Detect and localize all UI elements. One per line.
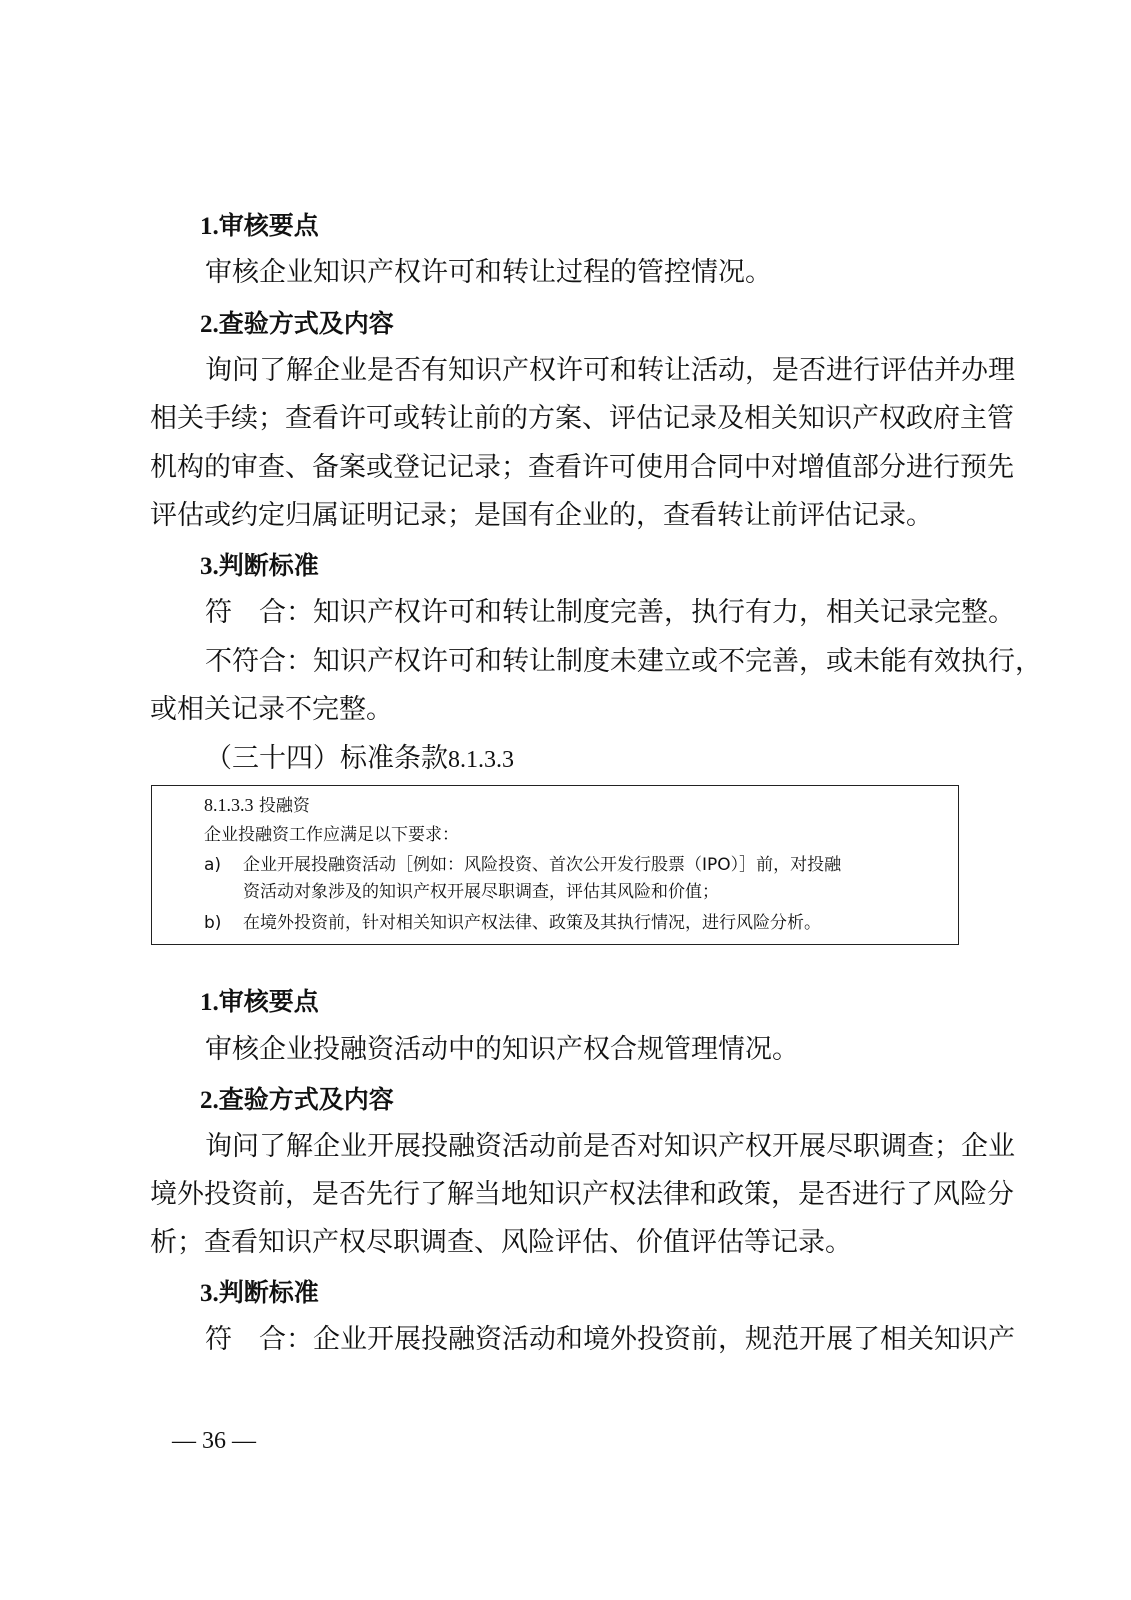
- article-heading: （三十四）标准条款8.1.3.3: [205, 743, 514, 774]
- clause-intro: 企业投融资工作应满足以下要求：: [204, 825, 459, 845]
- paragraph-line: 询问了解企业开展投融资活动前是否对知识产权开展尽职调查；企业: [205, 1131, 1015, 1162]
- standard-clause-box: [151, 785, 959, 945]
- clause-item-a-marker: a): [204, 855, 222, 875]
- clause-item-b-marker: b): [204, 913, 222, 933]
- criteria-nonconform: 不符合：知识产权许可和转让制度未建立或不完善，或未能有效执行，: [205, 646, 1042, 677]
- paragraph-line: 境外投资前，是否先行了解当地知识产权法律和政策，是否进行了风险分: [150, 1179, 1014, 1210]
- criteria-conform: 符 合：企业开展投融资活动和境外投资前，规范开展了相关知识产: [205, 1324, 1015, 1355]
- clause-item-a-line: 企业开展投融资活动［例如：风险投资、首次公开发行股票（IPO）］前，对投融: [243, 855, 842, 875]
- page-number: — 36 —: [172, 1428, 256, 1454]
- paragraph-line: 相关手续；查看许可或转让前的方案、评估记录及相关知识产权政府主管: [150, 403, 1014, 434]
- paragraph-line: 或相关记录不完整。: [150, 694, 393, 725]
- paragraph: 审核企业知识产权许可和转让过程的管控情况。: [205, 257, 772, 288]
- paragraph-line: 询问了解企业是否有知识产权许可和转让活动，是否进行评估并办理: [205, 355, 1015, 386]
- paragraph: 审核企业投融资活动中的知识产权合规管理情况。: [205, 1034, 799, 1065]
- heading-audit-points: 1.审核要点: [200, 987, 319, 1016]
- heading-verification: 2.查验方式及内容: [200, 1085, 394, 1114]
- criteria-conform: 符 合：知识产权许可和转让制度完善，执行有力，相关记录完整。: [205, 597, 1015, 628]
- clause-item-b-line: 在境外投资前，针对相关知识产权法律、政策及其执行情况，进行风险分析。: [243, 913, 821, 933]
- clause-title: 8.1.3.3 投融资: [204, 795, 310, 816]
- clause-item-a-line: 资活动对象涉及的知识产权开展尽职调查，评估其风险和价值；: [243, 882, 719, 902]
- heading-audit-points: 1.审核要点: [200, 211, 319, 240]
- heading-criteria: 3.判断标准: [200, 1278, 319, 1307]
- paragraph-line: 评估或约定归属证明记录；是国有企业的，查看转让前评估记录。: [150, 500, 933, 531]
- heading-criteria: 3.判断标准: [200, 551, 319, 580]
- heading-verification: 2.查验方式及内容: [200, 309, 394, 338]
- paragraph-line: 析；查看知识产权尽职调查、风险评估、价值评估等记录。: [150, 1227, 852, 1258]
- paragraph-line: 机构的审查、备案或登记记录；查看许可使用合同中对增值部分进行预先: [150, 452, 1014, 483]
